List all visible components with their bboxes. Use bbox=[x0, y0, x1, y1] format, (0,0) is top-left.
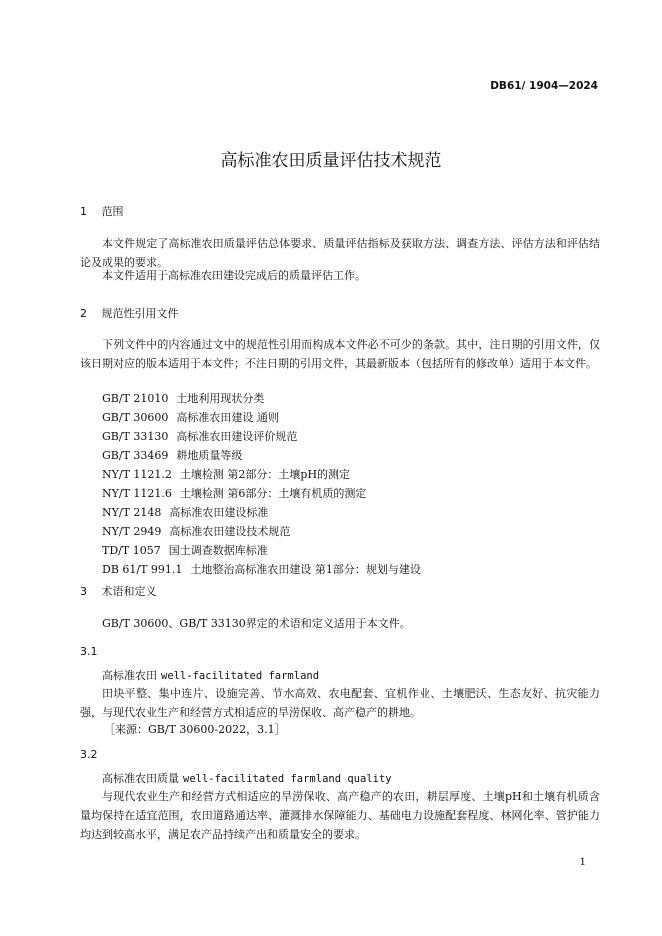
reference-item bbox=[102, 504, 268, 520]
reference-item bbox=[102, 523, 290, 539]
reference-item bbox=[102, 485, 366, 501]
section-title: 术语和定义 bbox=[101, 585, 157, 598]
section-2-heading bbox=[80, 305, 179, 321]
reference-item bbox=[102, 561, 421, 577]
reference-item bbox=[102, 428, 297, 444]
reference-name: 高标准农田建设标准 bbox=[169, 506, 269, 519]
clause-number: 3.1 bbox=[80, 645, 98, 658]
reference-name: 土壤检测 第6部分：土壤有机质的测定 bbox=[179, 487, 367, 500]
reference-name: 高标准农田建设 通则 bbox=[176, 411, 279, 424]
reference-item bbox=[102, 447, 242, 463]
clause-number: 3.2 bbox=[80, 748, 98, 761]
reference-name: 耕地质量等级 bbox=[176, 449, 243, 462]
term-chinese: 高标准农田质量 bbox=[102, 772, 179, 785]
section-title: 规范性引用文件 bbox=[101, 307, 179, 320]
section-number: 3 bbox=[80, 585, 87, 598]
reference-name: 土壤检测 第2部分：土壤pH的测定 bbox=[179, 468, 351, 481]
scope-paragraph-1: 本文件规定了高标准农田质量评估总体要求、质量评估指标及获取方法、调查方法、评估方法和评估结论及成果的要求。 bbox=[80, 237, 600, 269]
reference-name: 高标准农田建设评价规范 bbox=[176, 430, 298, 443]
reference-code: NY/T 2949 bbox=[102, 525, 162, 538]
reference-code: NY/T 2148 bbox=[102, 506, 162, 519]
section-number: 2 bbox=[80, 307, 87, 320]
reference-code: NY/T 1121.2 bbox=[102, 468, 172, 481]
section-1-heading bbox=[80, 203, 124, 219]
term-english: well-facilitated farmland quality bbox=[183, 773, 392, 785]
reference-code: GB/T 30600 bbox=[102, 411, 169, 424]
terms-intro: GB/T 30600、GB/T 33130界定的术语和定义适用于本文件。 bbox=[102, 617, 411, 630]
reference-code: GB/T 33469 bbox=[102, 449, 169, 462]
term-source: ［来源：GB/T 30600-2022，3.1］ bbox=[104, 723, 286, 736]
reference-name: 高标准农田建设技术规范 bbox=[169, 525, 291, 538]
reference-item bbox=[102, 466, 350, 482]
term-definition: 与现代农业生产和经营方式相适应的旱涝保收、高产稳产的农田，耕层厚度、土壤pH和土壤有机质含量均保持在适宜范围，农田道路通达率、灌溉排水保障能力、基础电力设施配套程度、林网化率、管护能力均达到较高水平，满足农产品持续产出和质量安全的要求。 bbox=[80, 790, 600, 841]
section-number: 1 bbox=[80, 205, 87, 218]
term-chinese: 高标准农田 bbox=[102, 669, 157, 682]
document-number: DB61/ 1904—2024 bbox=[490, 80, 598, 92]
reference-code: GB/T 33130 bbox=[102, 430, 169, 443]
page-number: 1 bbox=[579, 856, 586, 868]
normative-intro: 下列文件中的内容通过文中的规范性引用而构成本文件必不可少的条款。其中，注日期的引用文件，仅该日期对应的版本适用于本文件；不注日期的引用文件，其最新版本（包括所有的修改单）适用于本文件。 bbox=[80, 338, 600, 370]
reference-item bbox=[102, 390, 264, 406]
reference-code: TD/T 1057 bbox=[102, 544, 161, 557]
term-definition: 田块平整、集中连片、设施完善、节水高效、农电配套、宜机作业、土壤肥沃、生态友好、抗灾能力强，与现代农业生产和经营方式相适应的旱涝保收、高产稳产的耕地。 bbox=[80, 687, 600, 719]
reference-item bbox=[102, 542, 268, 558]
term-heading bbox=[102, 770, 392, 786]
reference-name: 土地整治高标准农田建设 第1部分：规划与建设 bbox=[190, 563, 421, 576]
document-title: 高标准农田质量评估技术规范 bbox=[220, 151, 442, 171]
term-heading bbox=[102, 667, 319, 683]
reference-name: 国土调查数据库标准 bbox=[168, 544, 268, 557]
scope-paragraph-2: 本文件适用于高标准农田建设完成后的质量评估工作。 bbox=[102, 269, 366, 282]
reference-name: 土地利用现状分类 bbox=[176, 392, 265, 405]
section-3-heading bbox=[80, 583, 157, 599]
reference-code: NY/T 1121.6 bbox=[102, 487, 172, 500]
reference-code: DB 61/T 991.1 bbox=[102, 563, 183, 576]
reference-item bbox=[102, 409, 279, 425]
section-title: 范围 bbox=[101, 205, 124, 218]
term-english: well-facilitated farmland bbox=[161, 670, 320, 682]
reference-code: GB/T 21010 bbox=[102, 392, 169, 405]
